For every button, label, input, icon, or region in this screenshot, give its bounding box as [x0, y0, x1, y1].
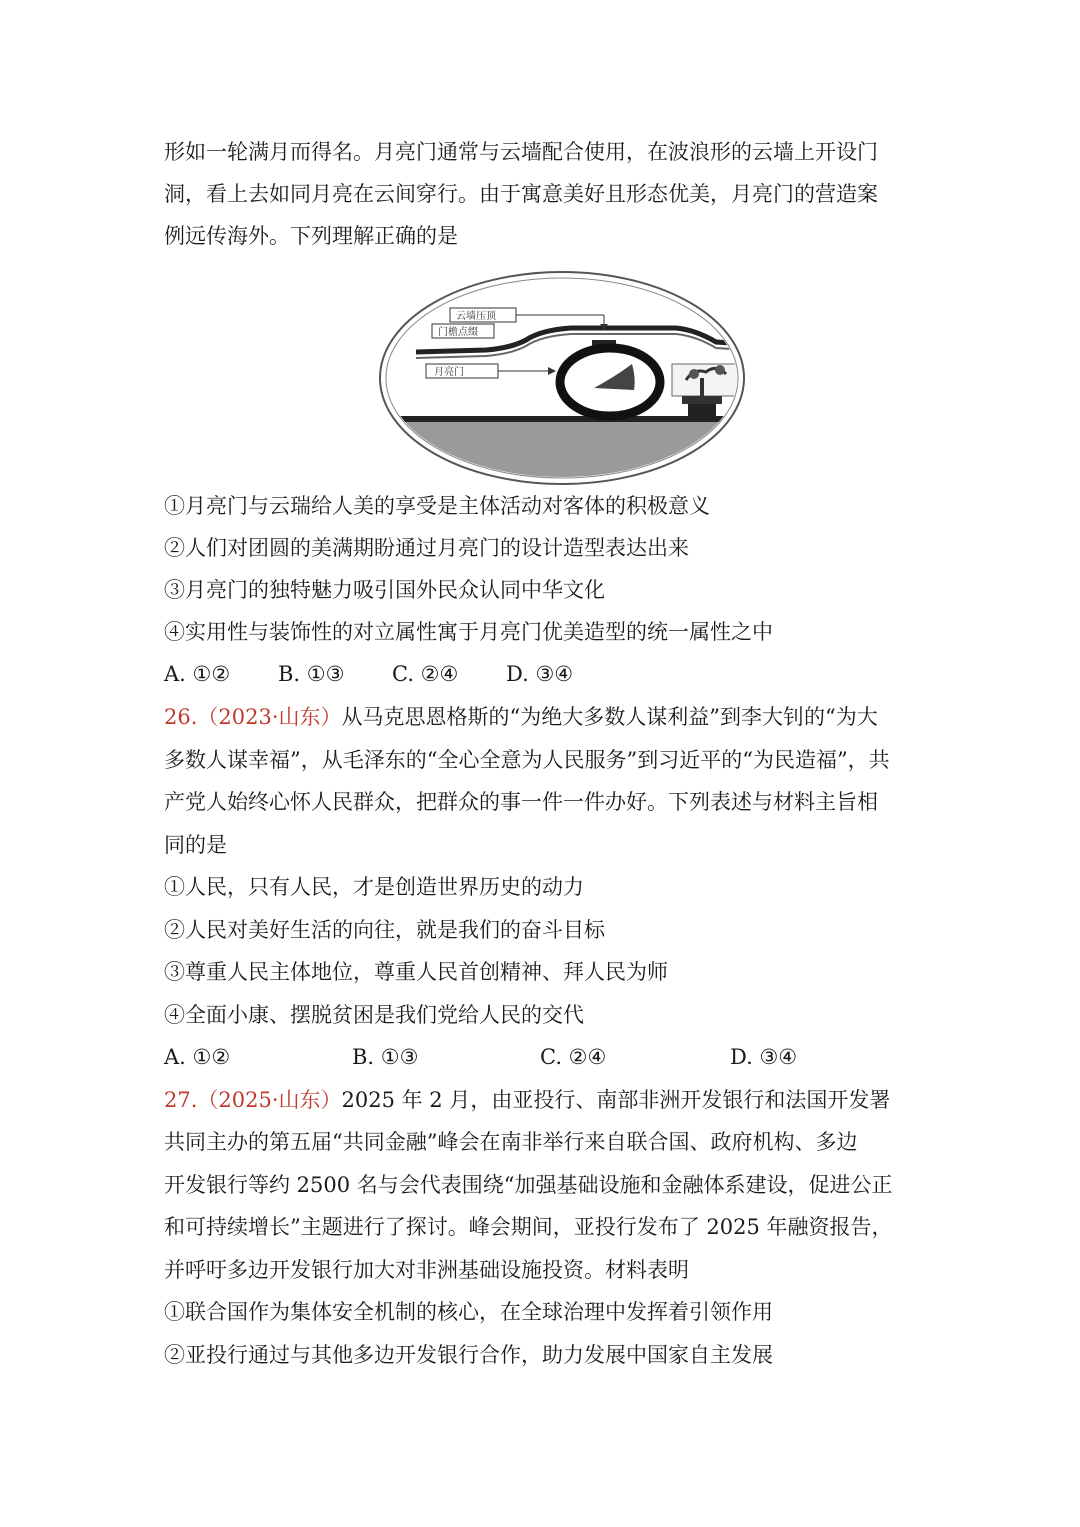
q26-option-c: C. ②④ — [540, 1045, 607, 1069]
q25-option-d: D. ③④ — [506, 662, 574, 686]
label-cloud-wall: 云墙压顶 — [456, 311, 496, 322]
moon-gate-figure — [376, 268, 748, 488]
q27-item: ①联合国作为集体安全机制的核心，在全球治理中发挥着引领作用 — [164, 1300, 773, 1324]
q27-first-line — [164, 1084, 924, 1116]
q25-item: ①月亮门与云瑞给人美的享受是主体活动对客体的积极意义 — [164, 494, 710, 518]
q26-stem-line: 从马克思恩格斯的“为绝大多数人谋利益”到李大钊的“为大 — [341, 705, 878, 729]
q25-option-b: B. ①③ — [278, 662, 345, 686]
q26-item: ②人民对美好生活的向往，就是我们的奋斗目标 — [164, 918, 605, 942]
intro-line: 形如一轮满月而得名。月亮门通常与云墙配合使用，在波浪形的云墙上开设门 — [164, 140, 878, 164]
q26-option-a: A. ①② — [164, 1045, 231, 1069]
q25-item: ②人们对团圆的美满期盼通过月亮门的设计造型表达出来 — [164, 536, 689, 560]
label-cornice: 门檐点缀 — [438, 327, 478, 338]
q26-stem-line: 多数人谋幸福”，从毛泽东的“全心全意为人民服务”到习近平的“为民造福”，共 — [164, 748, 890, 772]
q27-number: 27.（2025·山东） — [164, 1088, 342, 1112]
q26-stem-line: 产党人始终心怀人民群众，把群众的事一件一件办好。下列表述与材料主旨相 — [164, 790, 878, 814]
q26-option-b: B. ①③ — [352, 1045, 419, 1069]
q26-item: ①人民，只有人民，才是创造世界历史的动力 — [164, 875, 584, 899]
q27-stem-line: 并呼吁多边开发银行加大对非洲基础设施投资。材料表明 — [164, 1258, 689, 1282]
q26-first-line — [164, 701, 924, 733]
q25-item: ④实用性与装饰性的对立属性寓于月亮门优美造型的统一属性之中 — [164, 620, 773, 644]
q27-stem-line: 2025 年 2 月，由亚投行、南部非洲开发银行和法国开发署 — [341, 1088, 891, 1112]
label-moon-gate: 月亮门 — [434, 367, 464, 378]
moon-gate-diagram — [376, 268, 748, 488]
q25-item: ③月亮门的独特魅力吸引国外民众认同中华文化 — [164, 578, 605, 602]
q27-item: ②亚投行通过与其他多边开发银行合作，助力发展中国家自主发展 — [164, 1343, 773, 1367]
q27-stem-line: 共同主办的第五届“共同金融”峰会在南非举行来自联合国、政府机构、多边 — [164, 1130, 858, 1154]
q26-item: ④全面小康、摆脱贫困是我们党给人民的交代 — [164, 1003, 584, 1027]
q26-option-d: D. ③④ — [730, 1045, 798, 1069]
q25-option-a: A. ①② — [164, 662, 231, 686]
q26-stem-line: 同的是 — [164, 833, 227, 857]
q25-option-c: C. ②④ — [392, 662, 459, 686]
q27-stem-line: 和可持续增长”主题进行了探讨。峰会期间，亚投行发布了 2025 年融资报告， — [164, 1215, 893, 1239]
intro-line: 例远传海外。下列理解正确的是 — [164, 224, 458, 248]
q27-stem-line: 开发银行等约 2500 名与会代表围绕“加强基础设施和金融体系建设，促进公正 — [164, 1173, 893, 1197]
intro-line: 洞，看上去如同月亮在云间穿行。由于寓意美好且形态优美，月亮门的营造案 — [164, 182, 878, 206]
q26-item: ③尊重人民主体地位，尊重人民首创精神、拜人民为师 — [164, 960, 668, 984]
q26-number: 26.（2023·山东） — [164, 705, 342, 729]
